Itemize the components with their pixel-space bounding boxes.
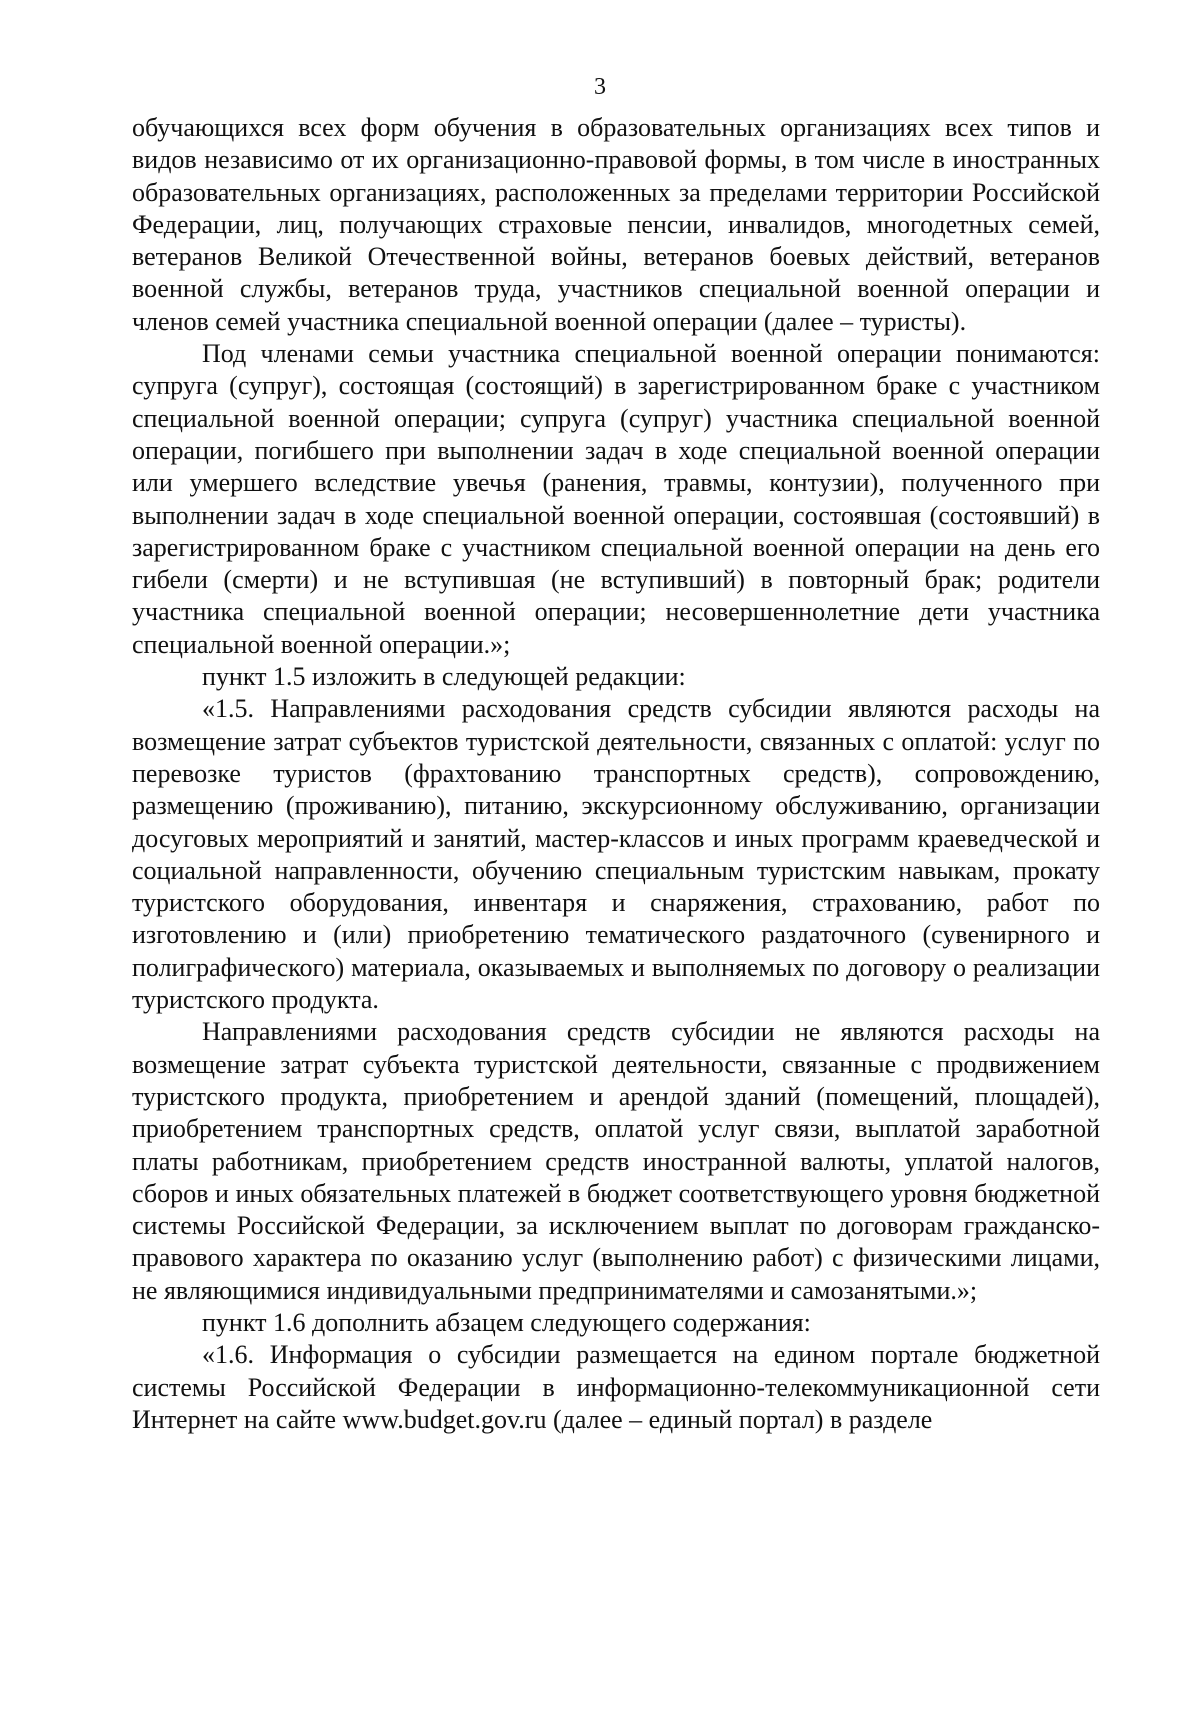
paragraph-amend-1-6: пункт 1.6 дополнить абзацем следующего содержания:: [202, 1307, 811, 1337]
paragraph-clause-1-6: «1.6. Информация о субсидии размещается на едином портале бюджетной системы Российской Федерации в информационно-телекоммуникационной сети Интернет на сайте www.budget.gov.ru (далее – единый портал) в разделе: [132, 1340, 1100, 1434]
paragraph-eligible-persons: обучающихся всех форм обучения в образовательных организациях всех типов и видов независимо от их организационно-правовой формы, в том числе в иностранных образовательных организациях, расположенных за пределами территории Российской Федерации, лиц, получающих страховые пенсии, инвалидов, многодетных семей, ветеранов Великой Отечественной войны, ветеранов боевых действий, ветеранов военной службы, ветеранов труда, участников специальной военной операции и членов семей участника специальной военной операции (далее – туристы).: [132, 113, 1100, 336]
paragraph-clause-1-5: «1.5. Направлениями расходования средств субсидии являются расходы на возмещение затрат субъектов туристской деятельности, связанных с оплатой: услуг по перевозке туристов (фрахтованию транспортных средств), сопровождению, размещению (проживанию), питанию, экскурсионному обслуживанию, организации досуговых мероприятий и занятий, мастер-классов и иных программ краеведческой и социальной направленности, обучению специальным туристским навыкам, прокату туристского оборудования, инвентаря и снаряжения, страхованию, работ по изготовлению и (или) приобретению тематического раздаточного (сувенирного и полиграфического) материала, оказываемых и выполняемых по договору о реализации туристского продукта.: [132, 694, 1100, 1015]
paragraph-family-members-definition: Под членами семьи участника специальной военной операции понимаются: супруга (супруг), состоящая (состоящий) в зарегистрированном браке с участником специальной военной операции; супруга (супруг) участника специальной военной операции, погибшего при выполнении задач в ходе специальной военной операции или умершего вследствие увечья (ранения, травмы, контузии), полученного при выполнении задач в ходе специальной военной операции, состоявшая (состоявший) в зарегистрированном браке с участником специальной военной операции на день его гибели (смерти) и не вступившая (не вступивший) в повторный брак; родители участника специальной военной операции; несовершеннолетние дети участника специальной военной операции.»;: [132, 339, 1100, 659]
paragraph-amend-1-5: пункт 1.5 изложить в следующей редакции:: [202, 662, 686, 692]
document-body: [132, 112, 1100, 1436]
page-number: 3: [594, 74, 606, 100]
paragraph-excluded-expenses: Направлениями расходования средств субсидии не являются расходы на возмещение затрат субъекта туристской деятельности, связанные с продвижением туристского продукта, приобретением и арендой зданий (помещений, площадей), приобретением транспортных средств, оплатой услуг связи, выплатой заработной платы работникам, приобретением средств иностранной валюты, уплатой налогов, сборов и иных обязательных платежей в бюджет соответствующего уровня бюджетной системы Российской Федерации, за исключением выплат по договорам гражданско-правового характера по оказанию услуг (выполнению работ) с физическими лицами, не являющимися индивидуальными предпринимателями и самозанятыми.»;: [132, 1017, 1100, 1305]
